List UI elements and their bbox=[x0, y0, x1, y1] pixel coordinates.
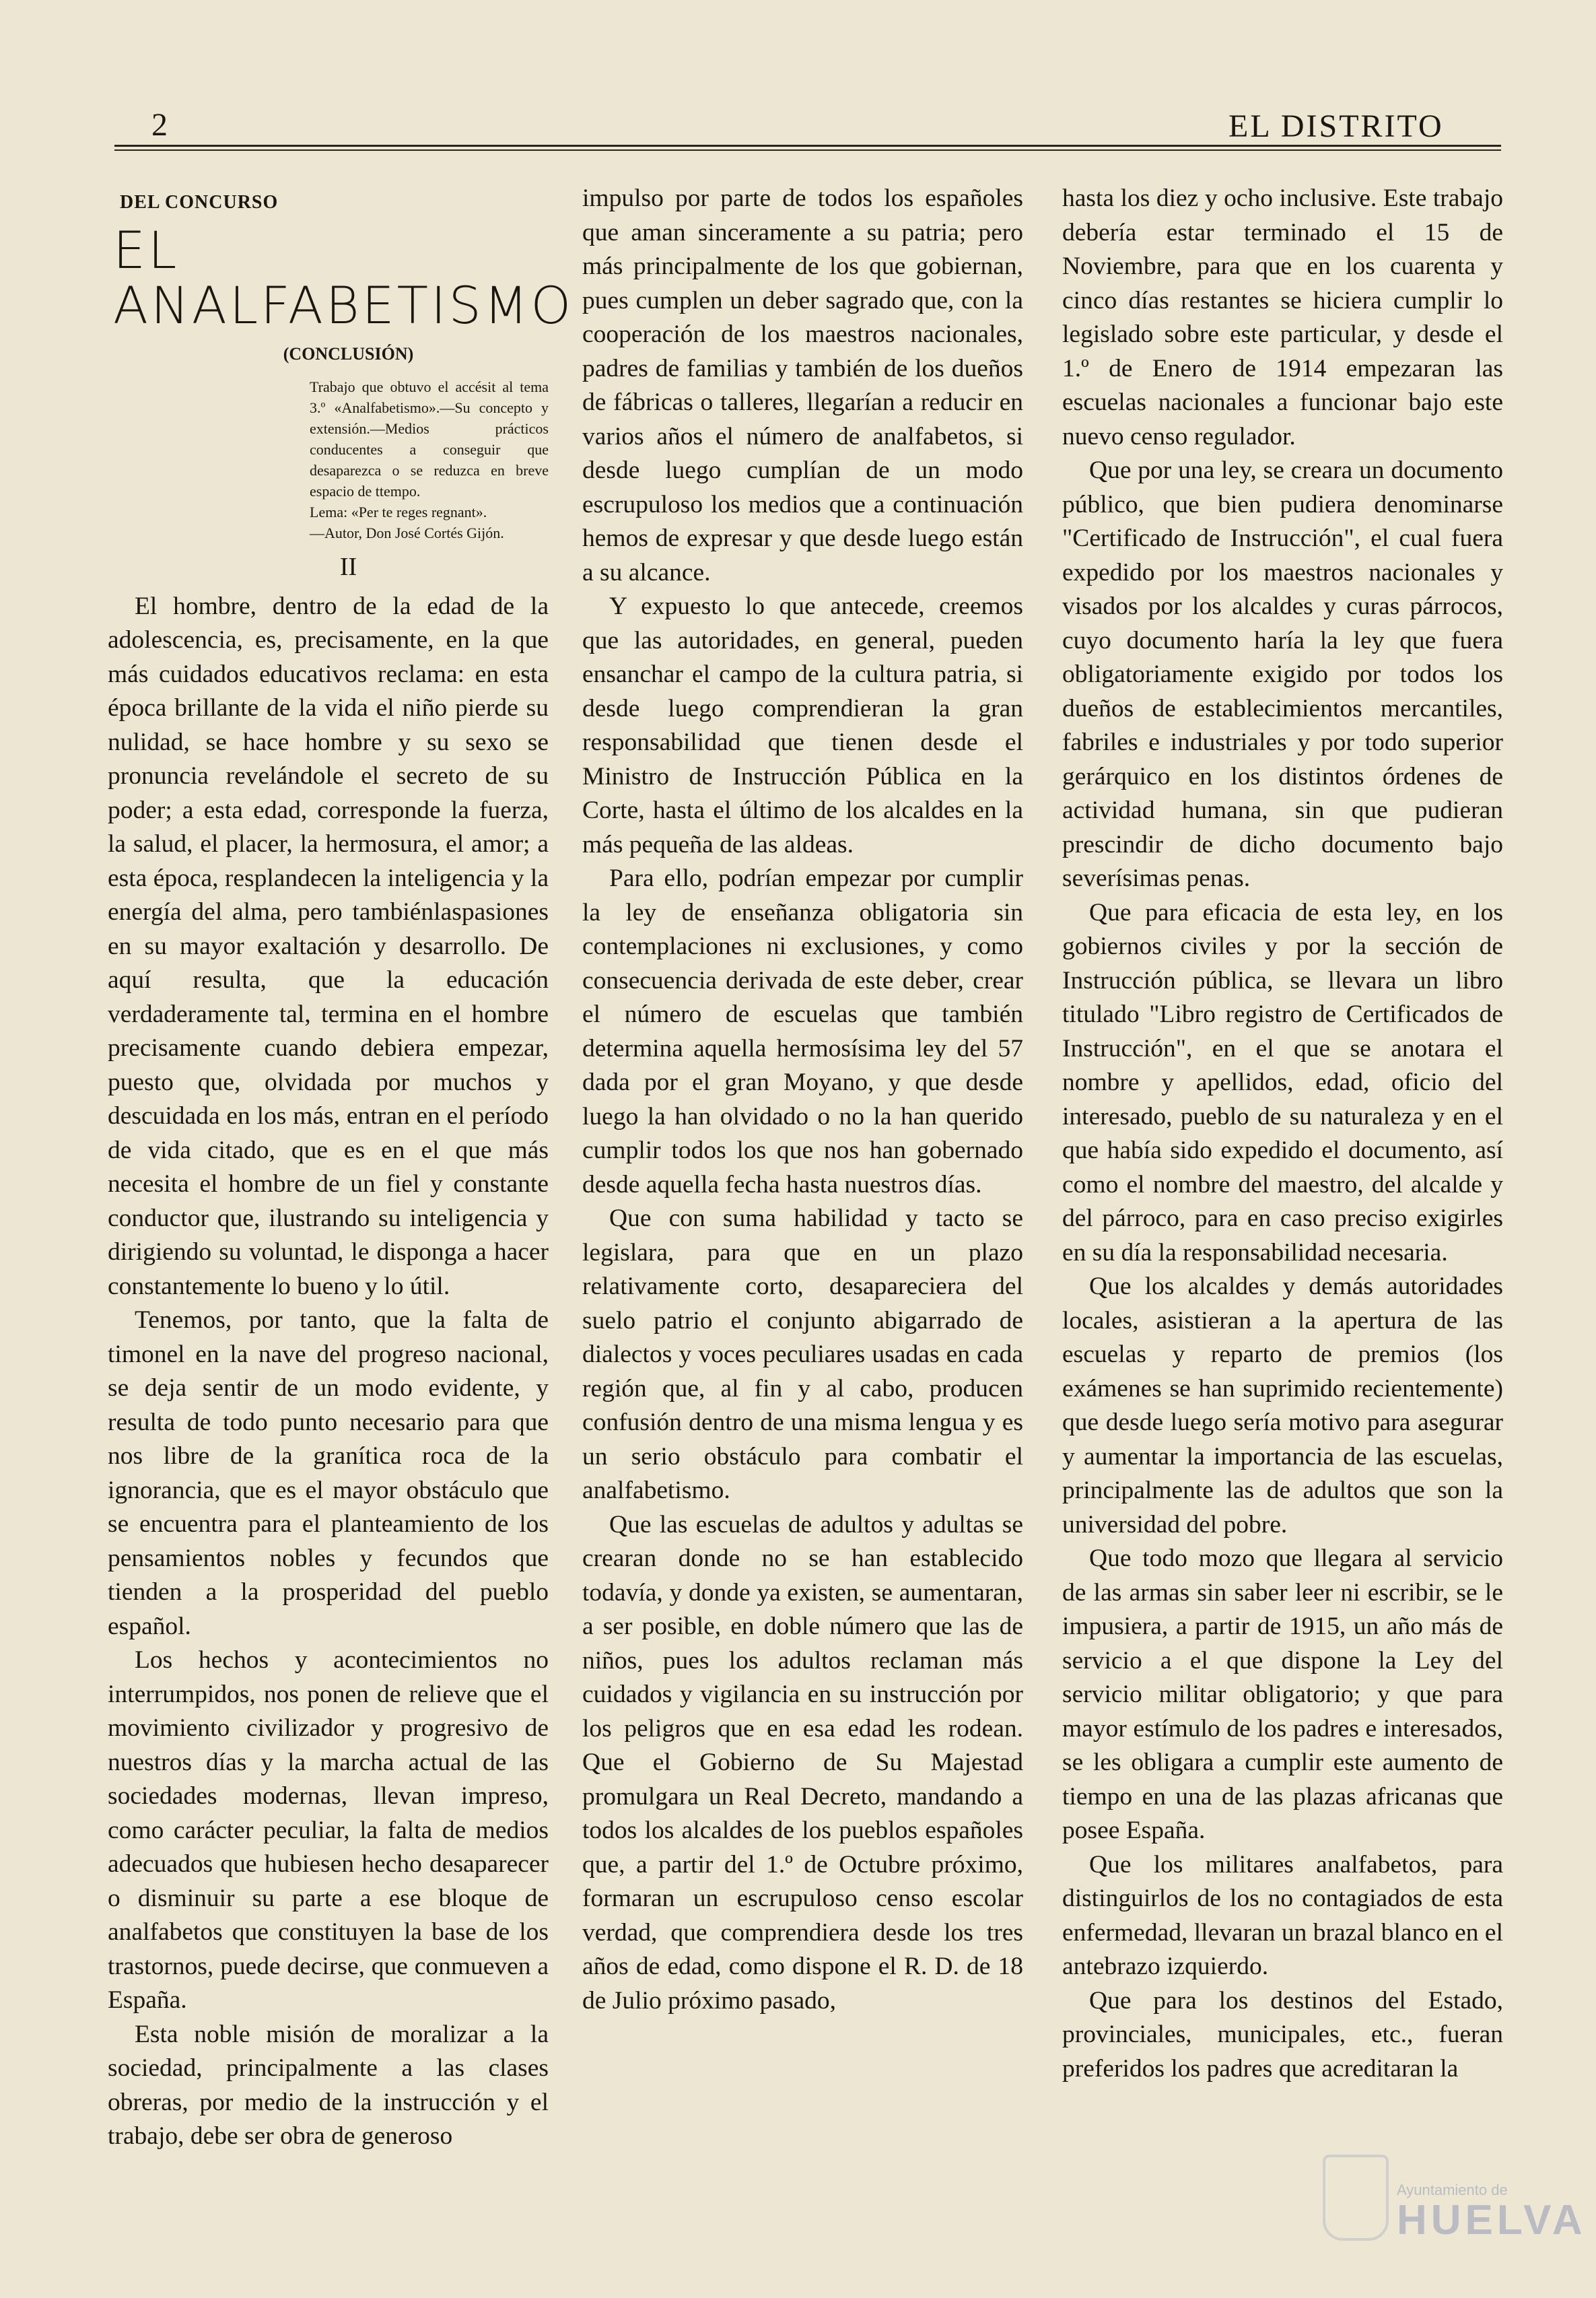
intro-motto: Lema: «Per te reges regnant». bbox=[310, 504, 487, 520]
watermark bbox=[1397, 2182, 1587, 2242]
column-2 bbox=[582, 182, 1023, 2018]
paragraph: Que para los destinos del Estado, provinciales, municipales, etc., fueran preferidos los padres que acreditaran la bbox=[1062, 1986, 1503, 2083]
paragraph: Que todo mozo que llegara al servicio de las armas sin saber leer ni escribir, se le impusiera, a partir de 1915, un año más de servicio a el que dispone la Ley del servicio militar obligatorio; y que para mayor estímulo de los padres e interesados, se les obligara a cumplir este aumento de tiempo en una de las plazas africanas que posee España. bbox=[1062, 1545, 1503, 1844]
paragraph: El hombre, dentro de la edad de la adolescencia, es, precisamente, en la que más cuidados educativos reclama: en esta época brillante de la vida el niño pierde su nulidad, se hace hombre y su sexo se pronuncia revelándole el secreto de su poder; a esta edad, corresponde la fuerza, la salud, el placer, la hermosura, el amor; a esta época, resplandecen la inteligencia y la energía del alma, pero tambiénlaspasiones en su mayor exaltación y desarrollo. De aquí resulta, que la educación verdaderamente tal, termina en el hombre precisamente cuando debiera empezar, puesto que, olvidada por muchos y descuidada en los más, entran en el período de vida citado, que es en el que más necesita el hombre de un fiel y constante conductor que, ilustrando su inteligencia y dirigiendo su voluntad, le disponga a hacer constantemente lo bueno y lo útil. bbox=[108, 592, 549, 1300]
column-1 bbox=[108, 182, 574, 2154]
paragraph: Que con suma habilidad y tacto se legislara, para que en un plazo relativamente corto, desapareciera del suelo patrio el conjunto abigarrado de dialectos y voces peculiares usadas en cada región que, al fin y al cabo, producen confusión dentro de una misma lengua y es un serio obstáculo para combatir el analfabetismo. bbox=[582, 1205, 1023, 1504]
intro-author: —Autor, Don José Cortés Gijón. bbox=[310, 525, 504, 541]
section-kicker: DEL CONCURSO bbox=[120, 192, 279, 213]
paragraph: hasta los diez y ocho inclusive. Este trabajo debería estar terminado el 15 de Noviembre, para que en los cuarenta y cinco días restantes se hiciera cumplir lo legislado sobre este particular, y desde el 1.º de Enero de 1914 empezaran las escuelas nacionales a funcionar bajo este nuevo censo regulador. bbox=[1062, 184, 1503, 450]
watermark-bottom: HUELVA bbox=[1397, 2197, 1587, 2243]
header-rule bbox=[114, 145, 1501, 147]
paragraph: Los hechos y acontecimientos no interrumpidos, nos ponen de relieve que el movimiento civilizador y progresivo de nuestros días y la marcha actual de las sociedades modernas, llevan impreso, como carácter peculiar, la falta de medios adecuados que hubiesen hecho desaparecer o disminuir su parte a ese bloque de analfabetos que constituyen la base de los trastornos, puede decirse, que conmueven a España. bbox=[108, 1646, 549, 2014]
masthead-title: EL DISTRITO bbox=[1228, 108, 1444, 144]
paragraph: Que para eficacia de esta ley, en los gobiernos civiles y por la sección de Instrucción pública, se llevara un libro titulado "Libro registro de Certificados de Instrucción", en el que se anotara el nombre y apellidos, edad, oficio del interesado, pueblo de su naturaleza y en el que había sido expedido el documento, así como el nombre del maestro, del alcalde y del párroco, para en caso preciso exigirles en su día la responsabilidad necesaria. bbox=[1062, 898, 1503, 1266]
article-subtitle: (CONCLUSIÓN) bbox=[283, 343, 414, 364]
paragraph: Que los alcaldes y demás autoridades locales, asistieran a la apertura de las escuelas y reparto de premios (los exámenes se han suprimido recientemente) que desde luego sería motivo para asegurar y aumentar la importancia de las escuelas, principalmente las de adultos que son la universidad del pobre. bbox=[1062, 1273, 1503, 1539]
crest-watermark-icon bbox=[1323, 2155, 1389, 2241]
paragraph: Esta noble misión de moralizar a la sociedad, principalmente a las clases obreras, por medio de la instrucción y el trabajo, debe ser obra de generoso bbox=[108, 2020, 549, 2150]
section-number: II bbox=[339, 553, 357, 581]
paragraph: Que las escuelas de adultos y adultas se crearan donde no se han establecido todavía, y donde ya existen, se aumentaran, a ser posible, en doble número que las de niños, pues los adultos reclaman más cuidados y vigilancia en su instrucción por los peligros que en esa edad les rodean. Que el Gobierno de Su Majestad promulgara un Real Decreto, mandando a todos los alcaldes de los pueblos españoles que, a partir del 1.º de Octubre próximo, formaran un escrupuloso censo escolar verdad, que comprendiera desde los tres años de edad, como dispone el R. D. de 18 de Julio próximo pasado, bbox=[582, 1510, 1023, 2015]
paragraph: Para ello, podrían empezar por cumplir la ley de enseñanza obligatoria sin contemplaciones ni exclusiones, y como consecuencia derivada de este deber, crear el número de escuelas que también determina aquella hermosísima ley del 57 dada por el gran Moyano, y que desde luego la han olvidado o no la han querido cumplir todos los que nos han gobernado desde aquella fecha hasta nuestros días. bbox=[582, 865, 1023, 1198]
column-3 bbox=[1062, 182, 1503, 2086]
paragraph: Que por una ley, se creara un documento público, que bien pudiera denominarse "Certificado de Instrucción", el cual fuera expedido por los maestros nacionales y visados por los alcaldes y curas párrocos, cuyo documento haría la ley que fuera obligatoriamente exigido por todos los dueños de establecimientos mercantiles, fabriles e industriales y por todo superior gerárquico en los distintos órdenes de actividad humana, sin que pudieran prescindir de dicho documento bajo severísimas penas. bbox=[1062, 457, 1503, 892]
article-intro bbox=[310, 376, 549, 543]
paragraph: Y expuesto lo que antecede, creemos que las autoridades, en general, pueden ensanchar el campo de la cultura patria, si desde luego comprendieran la gran responsabilidad que tienen desde el Ministro de Instrucción Pública en la Corte, hasta el último de los alcaldes en la más pequeña de las aldeas. bbox=[582, 593, 1023, 858]
article-title: EL ANALFABETISMO bbox=[113, 219, 574, 335]
paragraph: Tenemos, por tanto, que la falta de timonel en la nave del progreso nacional, se deja sentir de un modo evidente, y resulta de todo punto necesario para que nos libre de la granítica roca de la ignorancia, que es el mayor obstáculo que se encuentra para el planteamiento de los pensamientos nobles y fecundos que tienden a la prosperidad del pueblo español. bbox=[108, 1306, 549, 1640]
header-rule-double bbox=[114, 149, 1501, 151]
page-number: 2 bbox=[151, 107, 168, 143]
paragraph: Que los militares analfabetos, para distinguirlos de los no contagiados de esta enfermedad, llevaran un brazal blanco en el antebrazo izquierdo. bbox=[1062, 1850, 1503, 1980]
intro-paragraph: Trabajo que obtuvo el accésit al tema 3.º «Analfabetismo».—Su concepto y extensión.—Medios prácticos conducentes a conseguir que desaparezca o se reduzca en breve espacio de ttempo. bbox=[310, 378, 549, 500]
paragraph: impulso por parte de todos los españoles que aman sinceramente a su patria; pero más principalmente de los que gobiernan, pues cumplen un deber sagrado que, con la cooperación de los maestros nacionales, padres de familias y también de los dueños de fábricas o talleres, llegarían a reducir en varios años el número de analfabetos, si desde luego cumplían de un modo escrupuloso los medios que a continuación hemos de expresar y que desde luego están a su alcance. bbox=[582, 184, 1023, 586]
watermark-top: Ayuntamiento de bbox=[1397, 2182, 1508, 2198]
